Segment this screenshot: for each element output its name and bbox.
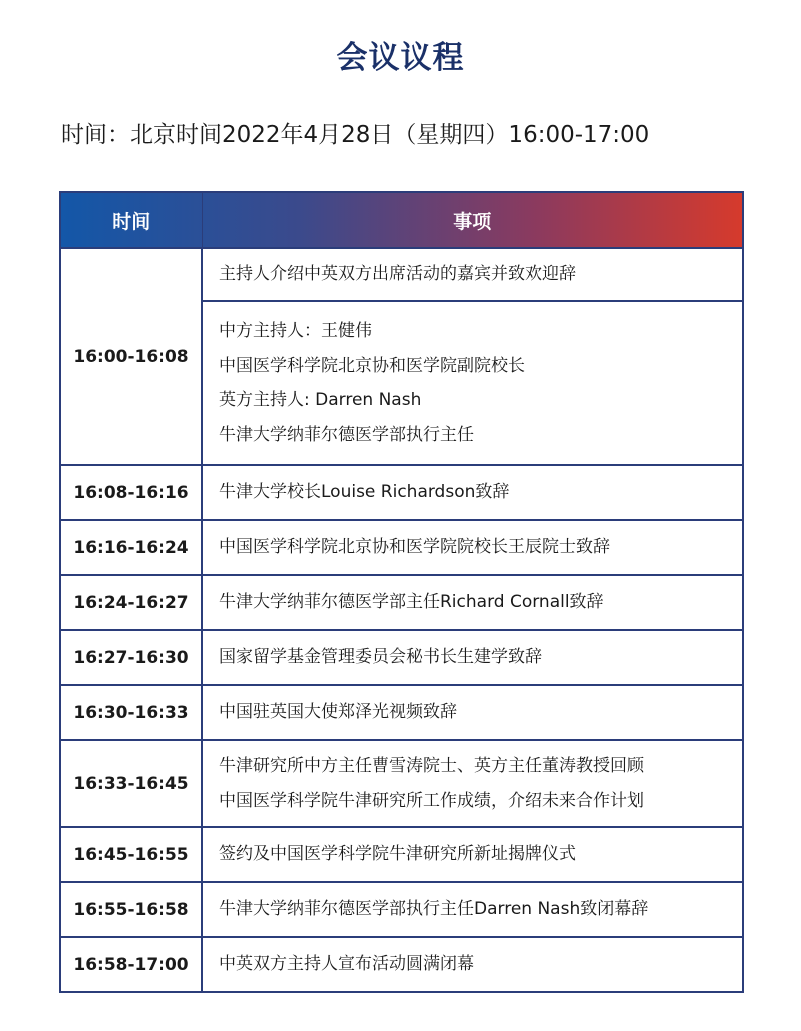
item-line: 牛津大学纳菲尔德医学部执行主任Darren Nash致闭幕辞	[219, 899, 649, 920]
item-line: 英方主持人: Darren Nash	[219, 390, 422, 410]
time-cell: 16:16-16:24	[60, 520, 202, 575]
item-line: 中英双方主持人宣布活动圆满闭幕	[219, 954, 474, 975]
table-row	[60, 882, 743, 937]
time-cell: 16:45-16:55	[60, 827, 202, 882]
time-cell: 16:55-16:58	[60, 882, 202, 937]
item-cell	[202, 301, 743, 465]
item-line: 牛津研究所中方主任曹雪涛院士、英方主任董涛教授回顾	[219, 756, 644, 776]
item-cell	[202, 520, 743, 575]
item-line: 中方主持人：王健伟	[219, 321, 372, 341]
item-line: 主持人介绍中英双方出席活动的嘉宾并致欢迎辞	[219, 264, 576, 285]
item-line: 中国驻英国大使郑泽光视频致辞	[219, 702, 457, 723]
item-line: 中国医学科学院北京协和医学院院校长王辰院士致辞	[219, 537, 610, 558]
table-row	[60, 740, 743, 827]
table-row	[60, 827, 743, 882]
agenda-table-header	[60, 192, 743, 248]
item-cell	[202, 882, 743, 937]
item-cell	[202, 575, 743, 630]
table-row	[60, 575, 743, 630]
header-item: 事项	[202, 192, 743, 248]
time-cell: 16:33-16:45	[60, 740, 202, 827]
item-cell	[202, 827, 743, 882]
table-row	[60, 685, 743, 740]
item-cell	[202, 740, 743, 827]
item-cell	[202, 685, 743, 740]
item-line: 签约及中国医学科学院牛津研究所新址揭牌仪式	[219, 844, 576, 865]
header-time: 时间	[60, 192, 202, 248]
table-row	[60, 937, 743, 992]
item-cell	[202, 465, 743, 520]
table-row	[60, 248, 743, 301]
time-cell: 16:08-16:16	[60, 465, 202, 520]
time-cell: 16:00-16:08	[60, 248, 202, 465]
table-row	[60, 465, 743, 520]
item-line: 中国医学科学院北京协和医学院副院校长	[219, 355, 525, 376]
meeting-time: 时间：北京时间2022年4月28日（星期四）16:00-17:00	[61, 122, 650, 148]
item-cell	[202, 937, 743, 992]
item-cell	[202, 630, 743, 685]
item-line: 中国医学科学院牛津研究所工作成绩，介绍未来合作计划	[219, 790, 644, 811]
item-line: 牛津大学纳菲尔德医学部执行主任	[219, 424, 474, 445]
time-cell: 16:58-17:00	[60, 937, 202, 992]
page-title: 会议议程	[336, 40, 465, 76]
item-line: 国家留学基金管理委员会秘书长生建学致辞	[219, 647, 542, 668]
item-line: 牛津大学纳菲尔德医学部主任Richard Cornall致辞	[219, 592, 604, 613]
table-row	[60, 630, 743, 685]
time-cell: 16:27-16:30	[60, 630, 202, 685]
time-cell: 16:24-16:27	[60, 575, 202, 630]
table-row	[60, 520, 743, 575]
agenda-table	[59, 191, 744, 993]
item-cell	[202, 248, 743, 301]
time-cell: 16:30-16:33	[60, 685, 202, 740]
item-line: 牛津大学校长Louise Richardson致辞	[219, 482, 510, 503]
